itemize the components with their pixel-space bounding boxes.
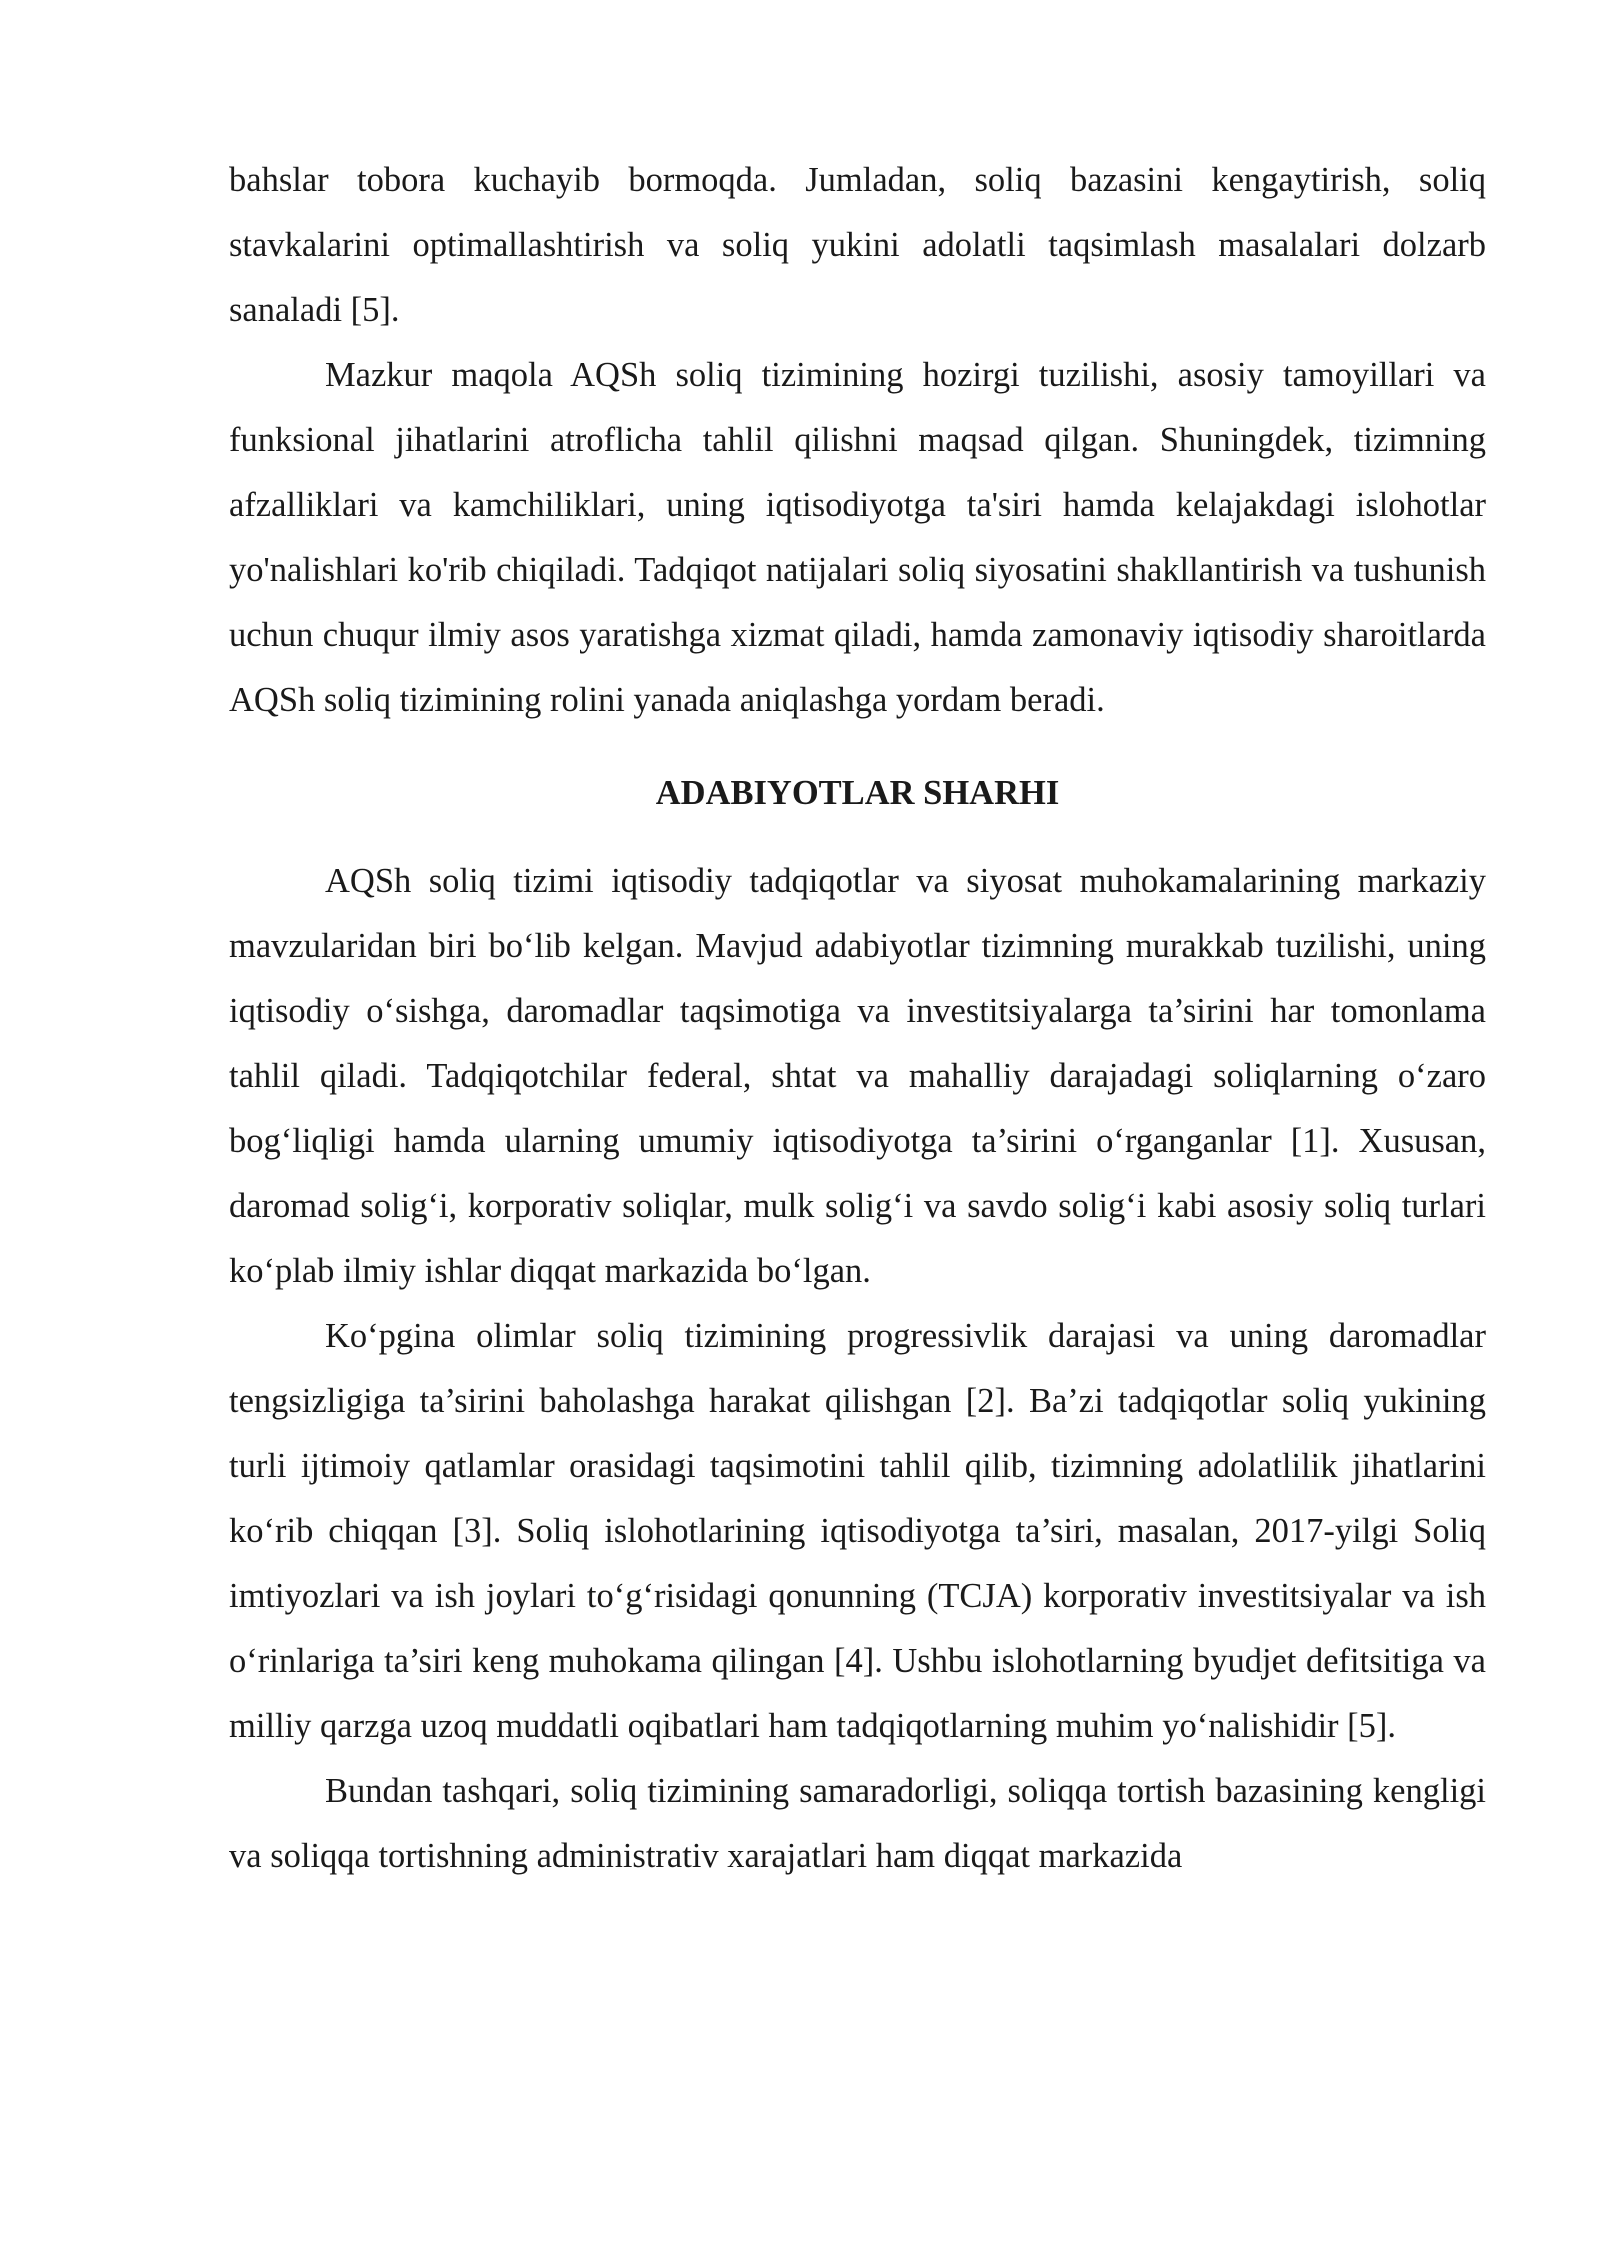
paragraph-article-aim: Mazkur maqola AQSh soliq tizimining hozirgi tuzilishi, asosiy tamoyillari va funksional jihatlarini atroflicha tahlil qilishni maqsad qilgan. Shuningdek, tizimning afzalliklari va kamchiliklari, uning iqtisodiyotga ta'siri hamda kelajakdagi islohotlar yo'nalishlari ko'rib chiqiladi. Tadqiqot natijalari soliq siyosatini shakllantirish va tushunish uchun chuqur ilmiy asos yaratishga xizmat qiladi, hamda zamonaviy iqtisodiy sharoitlarda AQSh soliq tizimining rolini yanada aniqlashga yordam beradi. [229,356,1486,719]
document-body [229,148,1486,1889]
paragraph-continuation: bahslar tobora kuchayib bormoqda. Jumladan, soliq bazasini kengaytirish, soliq stavkalarini optimallashtirish va soliq yukini adolatli taqsimlash masalalari dolzarb sanaladi [5]. [229,161,1486,329]
paragraph-progressivity: Ko‘pgina olimlar soliq tizimining progressivlik darajasi va uning daromadlar tengsizligiga ta’sirini baholashga harakat qilishgan [2]. Ba’zi tadqiqotlar soliq yukining turli ijtimoiy qatlamlar orasidagi taqsimotini tahlil qilib, tizimning adolatlilik jihatlarini ko‘rib chiqqan [3]. Soliq islohotlarining iqtisodiyotga ta’siri, masalan, 2017-yilgi Soliq imtiyozlari va ish joylari to‘g‘risidagi qonunning (TCJA) korporativ investitsiyalar va ish o‘rinlariga ta’siri keng muhokama qilingan [4]. Ushbu islohotlarning byudjet defitsitiga va milliy qarzga uzoq muddatli oqibatlari ham tadqiqotlarning muhim yo‘nalishidir [5]. [229,1317,1486,1745]
paragraph-literature-overview: AQSh soliq tizimi iqtisodiy tadqiqotlar va siyosat muhokamalarining markaziy mavzularidan biri bo‘lib kelgan. Mavjud adabiyotlar tizimning murakkab tuzilishi, uning iqtisodiy o‘sishga, daromadlar taqsimotiga va investitsiyalarga ta’sirini har tomonlama tahlil qiladi. Tadqiqotchilar federal, shtat va mahalliy darajadagi soliqlarning o‘zaro bog‘liqligi hamda ularning umumiy iqtisodiyotga ta’sirini o‘rganganlar [1]. Xususan, daromad solig‘i, korporativ soliqlar, mulk solig‘i va savdo solig‘i kabi asosiy soliq turlari ko‘plab ilmiy ishlar diqqat markazida bo‘lgan. [229,862,1486,1290]
section-heading: ADABIYOTLAR SHARHI [655,774,1060,812]
paragraph-efficiency: Bundan tashqari, soliq tizimining samaradorligi, soliqqa tortish bazasining kengligi va soliqqa tortishning administrativ xarajatlari ham diqqat markazida [229,1772,1486,1875]
